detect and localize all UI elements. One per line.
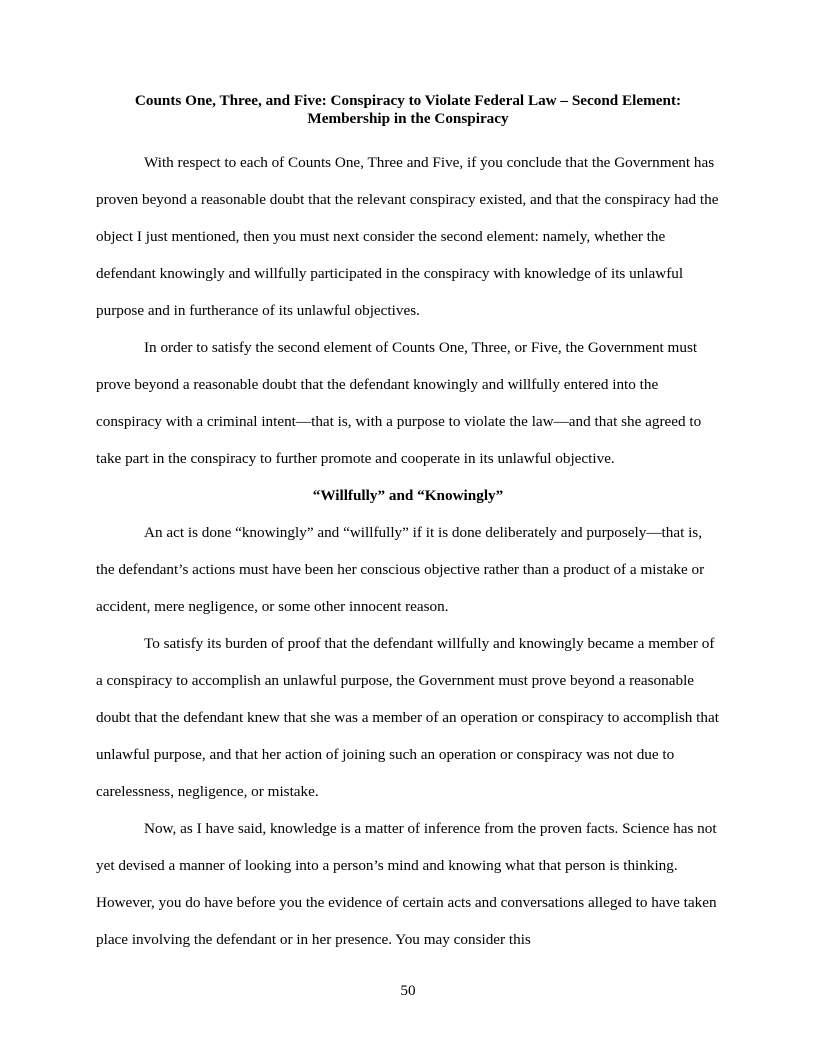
subheading-willfully-knowingly: “Willfully” and “Knowingly” xyxy=(312,487,504,504)
section-heading-line-1: Counts One, Three, and Five: Conspiracy to Violate Federal Law – Second Element: xyxy=(134,92,682,109)
paragraph-2: In order to satisfy the second element of Counts One, Three, or Five, the Government must prove beyond a reasonable doubt that the defendant knowingly and willfully entered into the conspiracy with a criminal intent—that is, with a purpose to violate the law—and that she agreed to take part in the conspiracy to further promote and cooperate in its unlawful objective. xyxy=(96,339,702,467)
paragraph-1: With respect to each of Counts One, Three and Five, if you conclude that the Government has proven beyond a reasonable doubt that the relevant conspiracy existed, and that the conspiracy had the object I just mentioned, then you must next consider the second element: namely, whether the defendant knowingly and willfully participated in the conspiracy with knowledge of its unlawful purpose and in furtherance of its unlawful objectives. xyxy=(96,154,719,319)
paragraph-3: An act is done “knowingly” and “willfully” if it is done deliberately and purposely—that is, the defendant’s actions must have been her conscious objective rather than a product of a mistake or accident, mere negligence, or some other innocent reason. xyxy=(96,524,705,615)
page-body xyxy=(96,92,720,958)
section-heading xyxy=(96,92,720,128)
paragraph-4: To satisfy its burden of proof that the defendant willfully and knowingly became a member of a conspiracy to accomplish an unlawful purpose, the Government must prove beyond a reasonable doubt that the defendant knew that she was a member of an operation or conspiracy to accomplish that unlawful purpose, and that her action of joining such an operation or conspiracy was not due to carelessness, negligence, or mistake. xyxy=(96,635,719,800)
section-heading-line-2: Membership in the Conspiracy xyxy=(307,110,509,127)
paragraph-5: Now, as I have said, knowledge is a matter of inference from the proven facts. Science has not yet devised a manner of looking into a person’s mind and knowing what that person is thinking. However, you do have before you the evidence of certain acts and conversations alleged to have taken place involving the defendant or in her presence. You may consider this xyxy=(96,820,717,948)
page-number: 50 xyxy=(400,982,416,999)
